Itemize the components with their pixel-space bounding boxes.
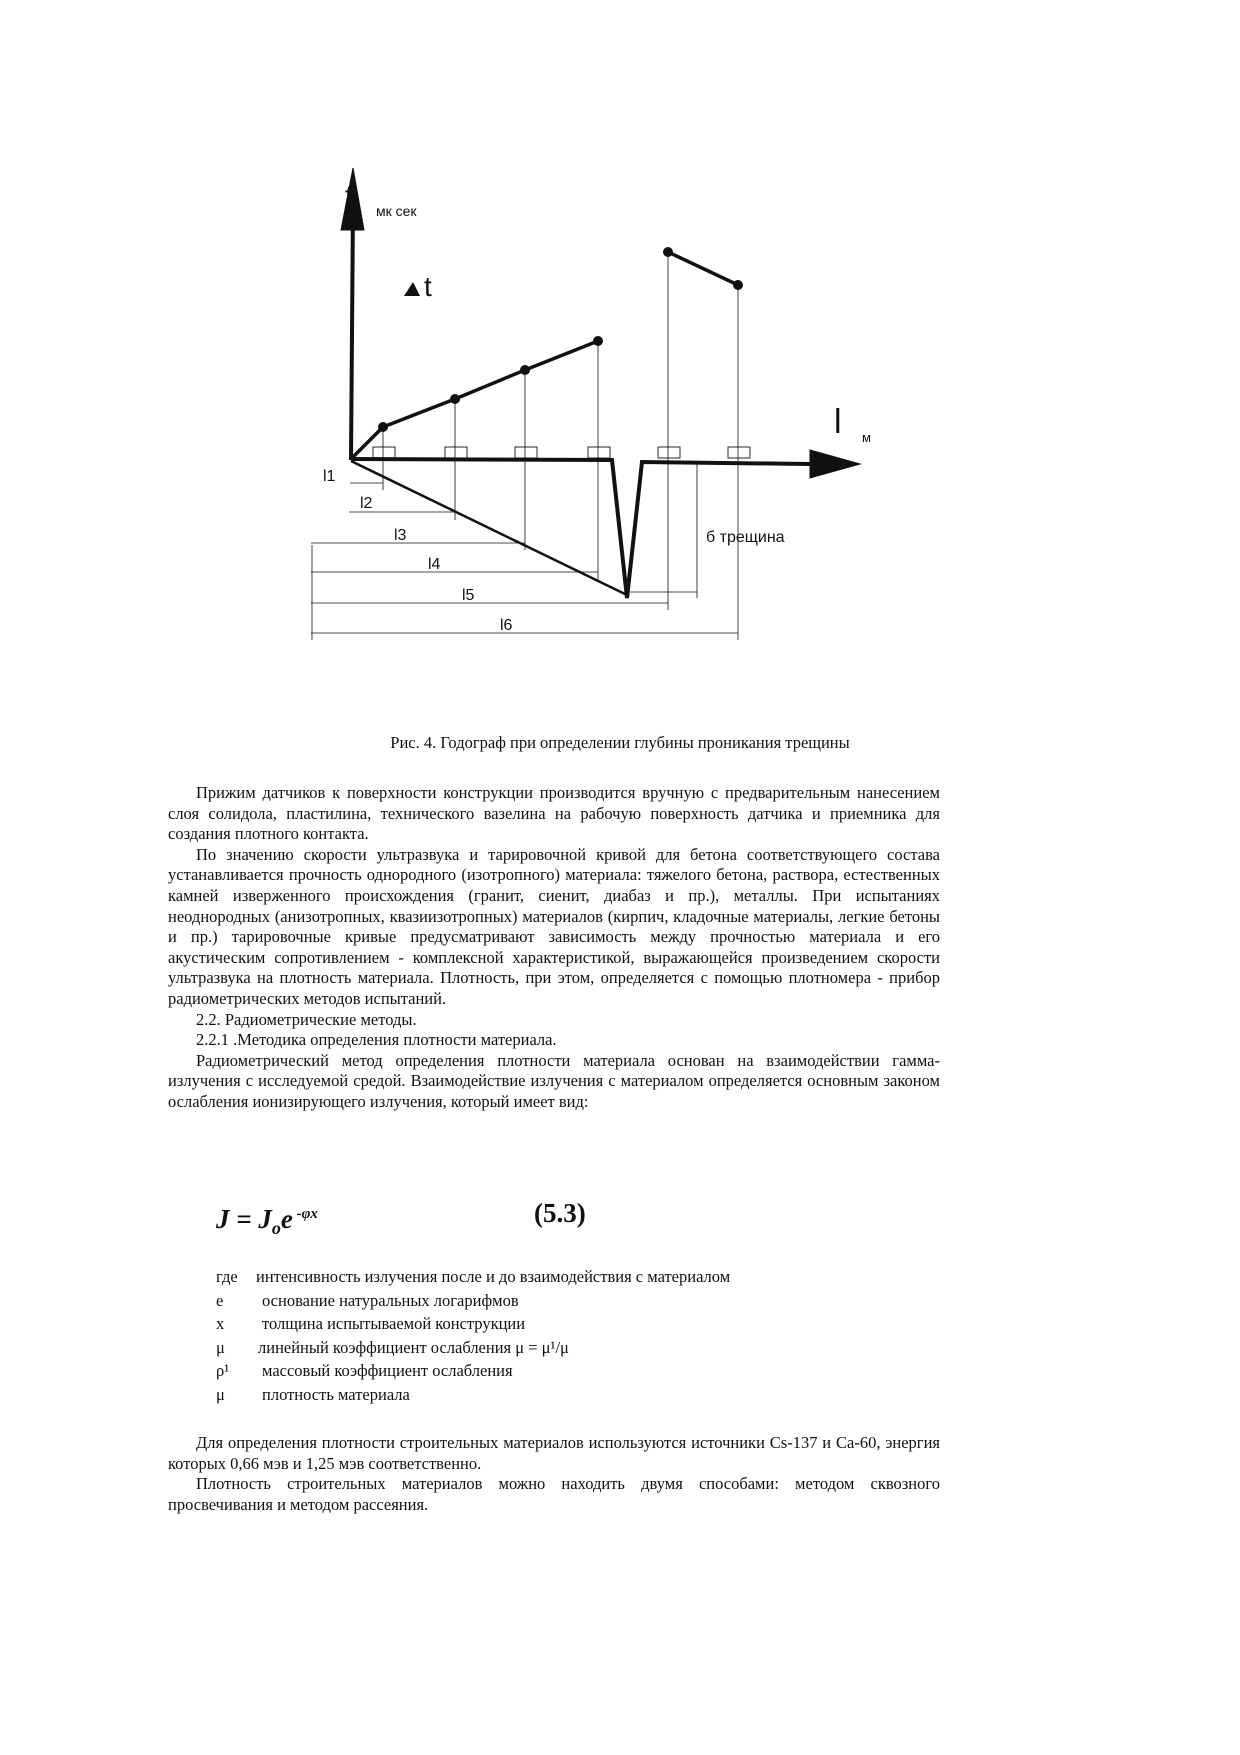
delta-triangle [404, 282, 420, 296]
y-axis-label: t [345, 180, 354, 213]
dim-label-l4: l4 [428, 556, 441, 573]
paragraph: Плотность строительных материалов можно находить двумя способами: методом сквозного просвечивания и методом рассеяния. [168, 1474, 940, 1514]
definition-item: e основание натуральных логарифмов [216, 1290, 519, 1310]
body-text-1 [168, 783, 940, 1113]
sensors [373, 447, 750, 458]
x-axis-arrow [810, 450, 860, 478]
paragraph: Прижим датчиков к поверхности конструкции производится вручную с предварительным нанесением слоя солидола, пластилина, технического вазелина на рабочую поверхность датчика и приемника для создания плотного контакта. [168, 783, 940, 844]
definition-item: ρ¹ массовый коэффициент ослабления [216, 1361, 513, 1380]
dim-label-l2: l2 [360, 495, 373, 512]
time-line-after-crack [668, 252, 738, 285]
x-axis-label: l [834, 403, 842, 441]
definition-item: μ линейный коэффициент ослабления μ = μ¹/μ [216, 1337, 569, 1357]
dim-label-l1: l1 [323, 468, 336, 485]
y-axis-unit: мк сек [376, 203, 417, 219]
dimension-lines [311, 483, 738, 633]
definition-item: где интенсивность излучения после и до взаимодействия с материалом [216, 1267, 731, 1286]
y-axis [351, 205, 353, 460]
figure-caption: Рис. 4. Годограф при определении глубины проникания трещины [390, 733, 850, 752]
time-line [351, 341, 598, 459]
paragraph: По значению скорости ультразвука и тарировочной кривой для бетона соответствующего состава устанавливается прочность однородного (изотропного) материала: тяжелого бетона, раствора, естественных камней изверженного происхождения (гранит, сиенит, диабаз и пр.), металлы. При испытаниях неоднородных (анизотропных, квазиизотропных) материалов (кирпич, кладочные материалы, легкие бетоны и пр.) тарировочные кривые предусматривают зависимость между прочностью материала и его акустическим сопротивлением - комплексной характеристикой, выражающейся произведением скорости ультразвука на плотность материала. Плотность, при этом, определяется с помощью плотномера - прибор радиометрических методов испытаний. [168, 844, 940, 1008]
depth-line [351, 461, 627, 595]
paragraph: Радиометрический метод определения плотности материала основан на взаимодействии гамма- излучения с исследуемой средой. Взаимодействие излучения с материалом определяется основным законом ослабления ионизирующего излучения, который имеет вид: [168, 1050, 940, 1111]
dim-label-l3: l3 [394, 527, 407, 544]
x-axis-unit: м [862, 430, 871, 445]
body-text-2 [168, 1433, 940, 1515]
formula: $J = J_oe$ $^{-\varphi x}$ [216, 1204, 318, 1239]
definition-item: x толщина испытываемой конструкции [216, 1314, 526, 1333]
paragraph: Для определения плотности строительных материалов используются источники Cs-137 и Ca-60, энергия которых 0,66 мэв и 1,25 мэв соответственно. [168, 1433, 940, 1473]
section-heading: 2.2. Радиометрические методы. [196, 1009, 417, 1029]
delta-t-label: t [424, 271, 432, 302]
definition-item: μ плотность материала [216, 1384, 410, 1404]
subsection-heading: 2.2.1 .Методика определения плотности материала. [196, 1030, 557, 1050]
hodograph-figure [0, 0, 1240, 720]
definitions-list [216, 1265, 730, 1406]
dim-label-l6: l6 [500, 617, 513, 634]
dim-label-l5: l5 [462, 587, 475, 604]
crack-label: б трещина [706, 529, 785, 546]
formula-number: (5.3) [534, 1198, 586, 1228]
data-points [378, 247, 743, 432]
